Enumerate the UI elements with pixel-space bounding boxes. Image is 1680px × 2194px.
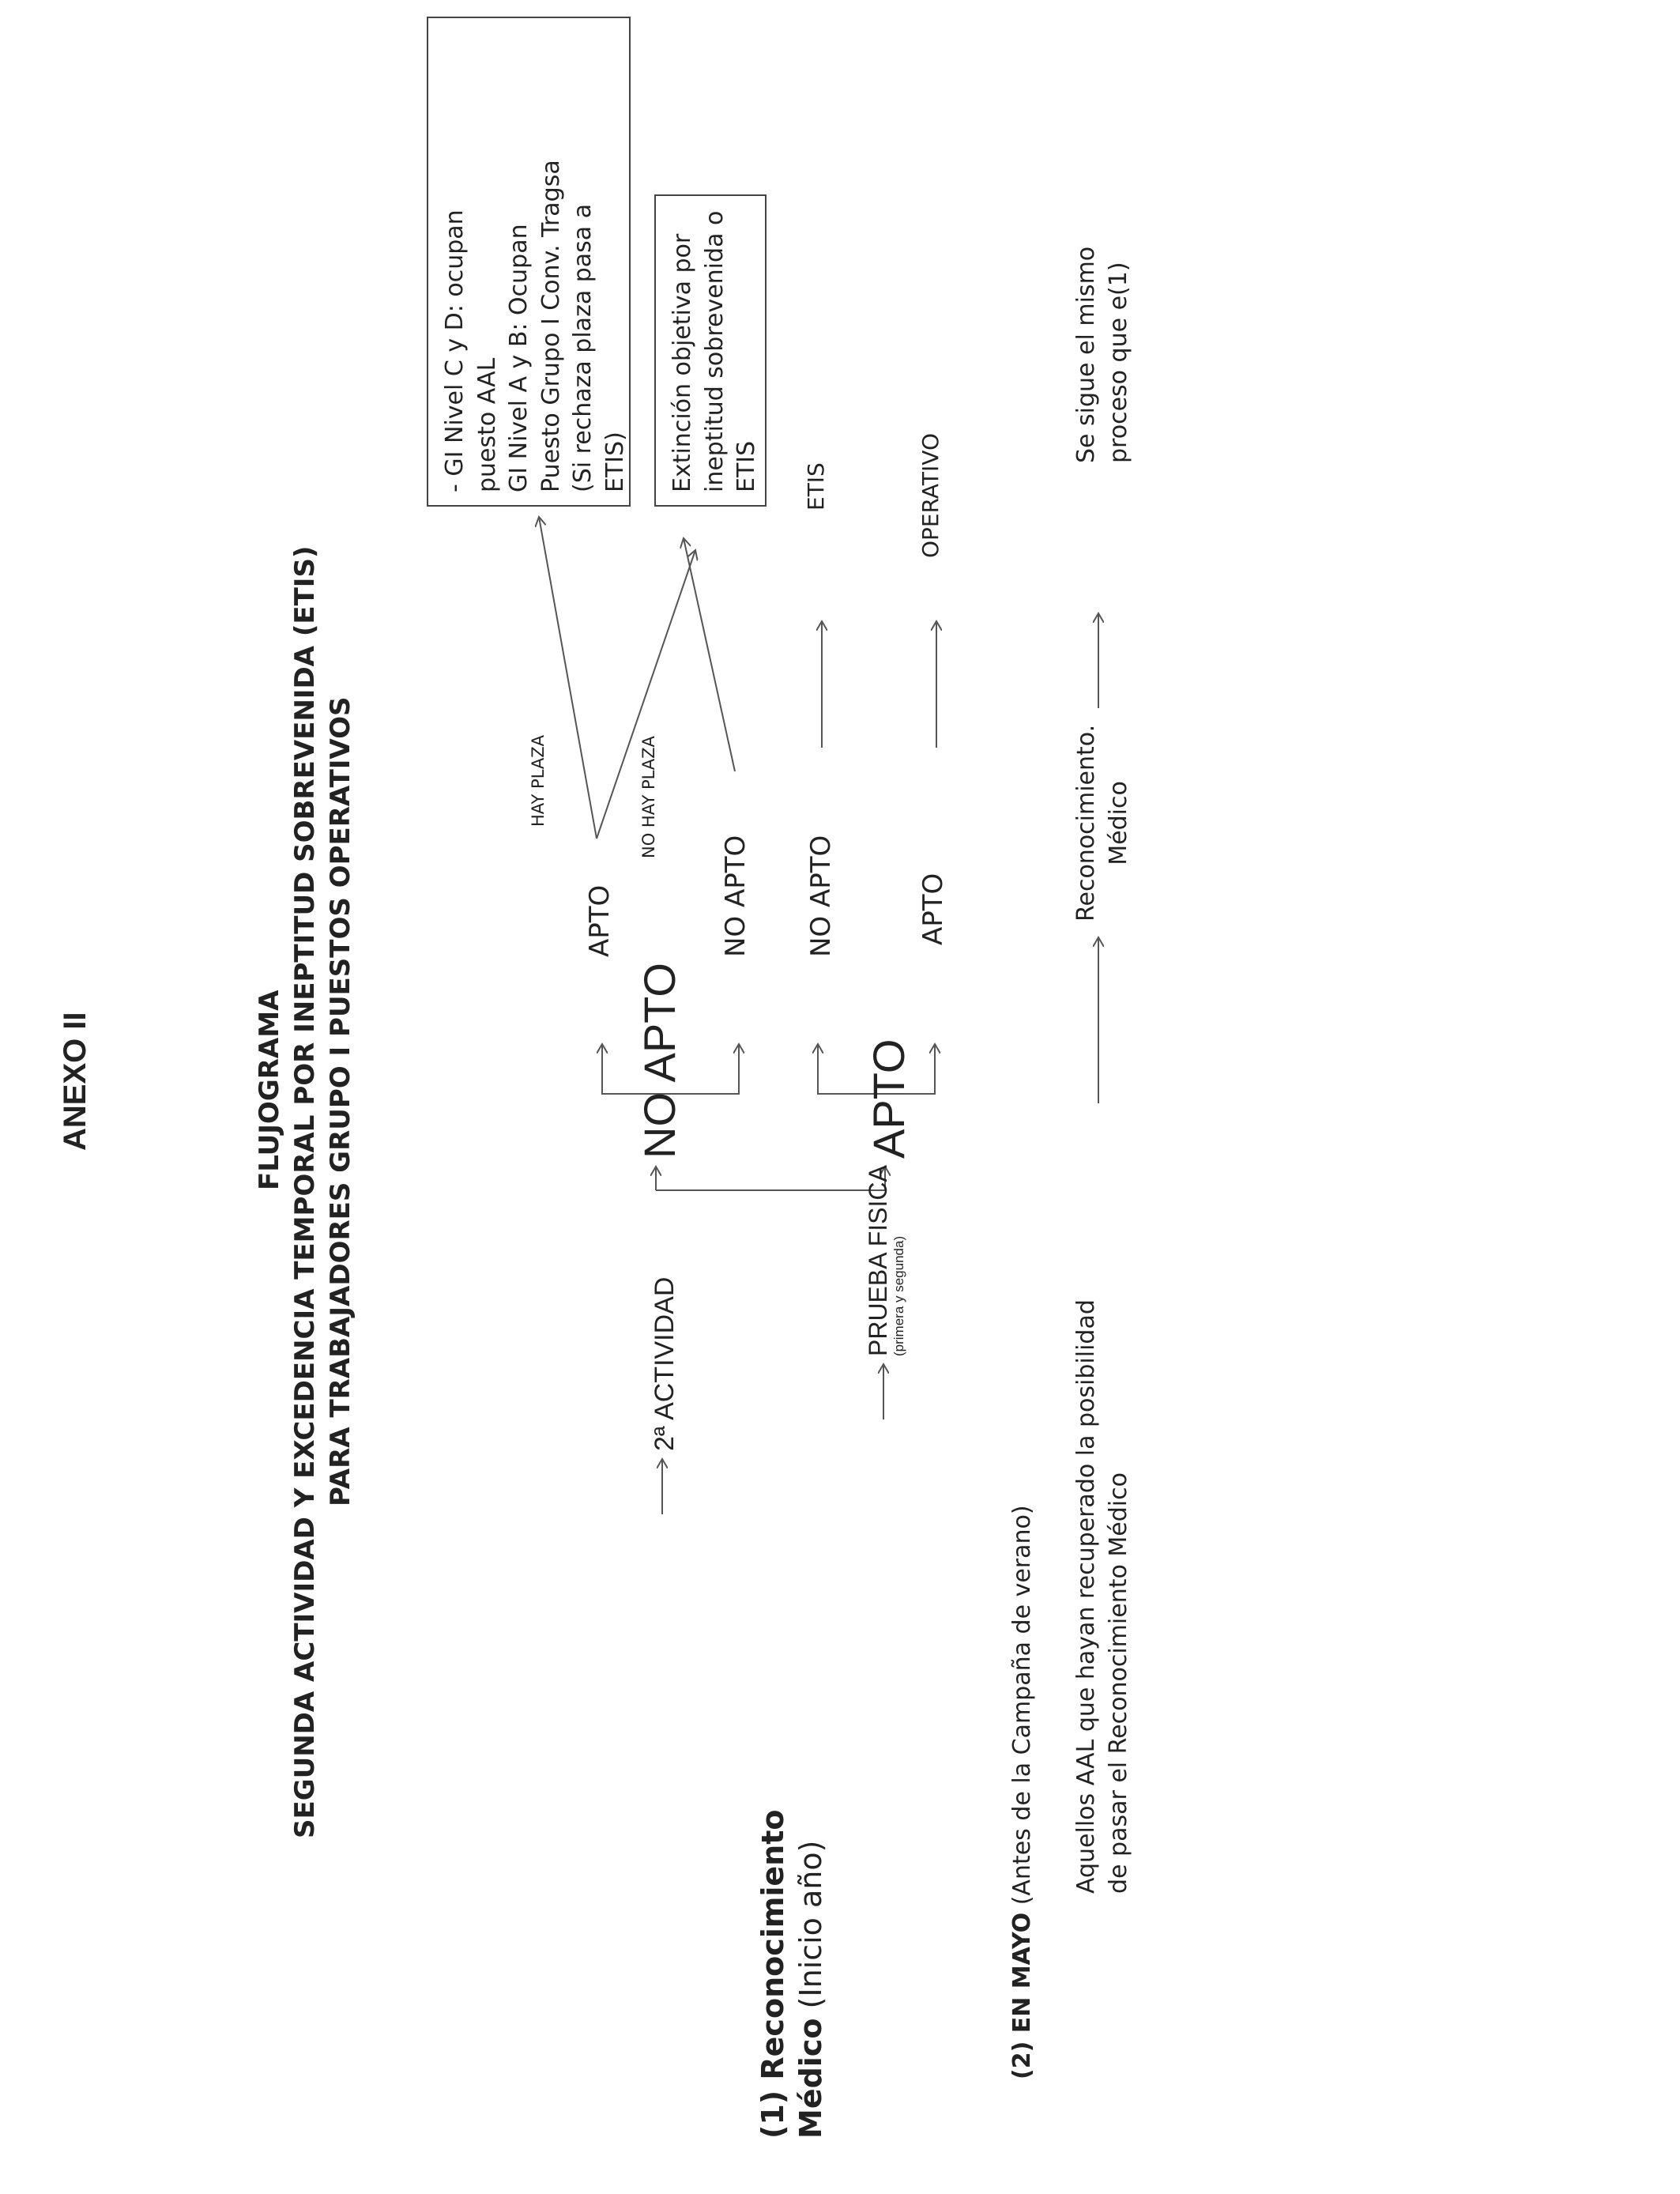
- section1-label-normal: (Inicio año): [793, 1840, 828, 2009]
- node-same-process: [1071, 247, 1135, 463]
- prueba-fisica-sublabel: (primera y segunda): [891, 1235, 906, 1356]
- same-process-line: proceso que e(1): [1104, 262, 1132, 463]
- reconocimiento-line: Reconocimiento.: [1072, 724, 1100, 922]
- node-operativo: OPERATIVO: [917, 433, 944, 558]
- box1-line: ETIS): [601, 432, 629, 492]
- node-etis: ETIS: [803, 462, 829, 511]
- section1-label-bold-2: Médico: [793, 2018, 828, 2139]
- section1-label: [755, 1810, 830, 2139]
- section2-description: [1071, 1299, 1135, 1894]
- box1-line: GI Nivel A y B: Ocupan: [505, 224, 533, 492]
- same-process-line: Se sigue el mismo: [1072, 246, 1100, 463]
- branch-b-no-apto: NO APTO: [805, 835, 837, 957]
- outcome-box-extincion: [654, 194, 767, 507]
- box2-line: Extinción objetiva por: [669, 233, 696, 492]
- node-no-apto: NO APTO: [635, 963, 684, 1159]
- section2-label: [1008, 1505, 1038, 2079]
- box1-line: Puesto Grupo I Conv. Tragsa: [537, 160, 565, 492]
- reconocimiento-line: Médico: [1104, 781, 1132, 865]
- node-segunda-actividad: 2ª ACTIVIDAD: [650, 1276, 680, 1451]
- arrow-no-apto-to-box2: [684, 538, 735, 771]
- node-prueba-fisica: [865, 1165, 906, 1356]
- branch-b-apto: APTO: [917, 873, 949, 945]
- box1-line: (Si rechaza plaza pasa a: [569, 203, 597, 492]
- branch-a-no-apto: NO APTO: [720, 835, 751, 957]
- label-no-hay-plaza: NO HAY PLAZA: [639, 736, 658, 858]
- flowchart-subtitle-2: PARA TRABAJADORES GRUPO I PUESTOS OPERATIVOS: [325, 696, 356, 1506]
- flowchart-subtitle-1: SEGUNDA ACTIVIDAD Y EXCEDENCIA TEMPORAL POR INEPTITUD SOBREVENIDA (ETIS): [289, 545, 321, 1838]
- box2-line: ETIS: [733, 440, 760, 492]
- box1-line: puesto AAL: [473, 357, 501, 492]
- flowchart-title: FLUJOGRAMA: [254, 990, 285, 1190]
- node-apto: APTO: [864, 1039, 913, 1159]
- annex-title: ANEXO II: [58, 1012, 92, 1151]
- section2-desc-line: de pasar el Reconocimiento Médico: [1104, 1472, 1132, 1894]
- section2-label-normal: (Antes de la Campaña de verano): [1008, 1505, 1036, 1906]
- branch-a-apto: APTO: [584, 884, 616, 957]
- box2-line: ineptitud sobrevenida o: [700, 210, 729, 492]
- box1-line: - GI Nivel C y D: ocupan: [441, 209, 469, 492]
- prueba-fisica-label: PRUEBA FISICA: [864, 1165, 892, 1356]
- label-hay-plaza: HAY PLAZA: [529, 735, 548, 827]
- node-reconocimiento-medico: [1071, 725, 1135, 922]
- section2-desc-line: Aquellos AAL que hayan recuperado la posibilidad: [1072, 1299, 1100, 1894]
- outcome-box-hay-plaza: [427, 17, 631, 507]
- section1-label-bold: (1) Reconocimiento: [755, 1809, 790, 2139]
- section2-label-bold: (2) EN MAYO: [1008, 1912, 1036, 2079]
